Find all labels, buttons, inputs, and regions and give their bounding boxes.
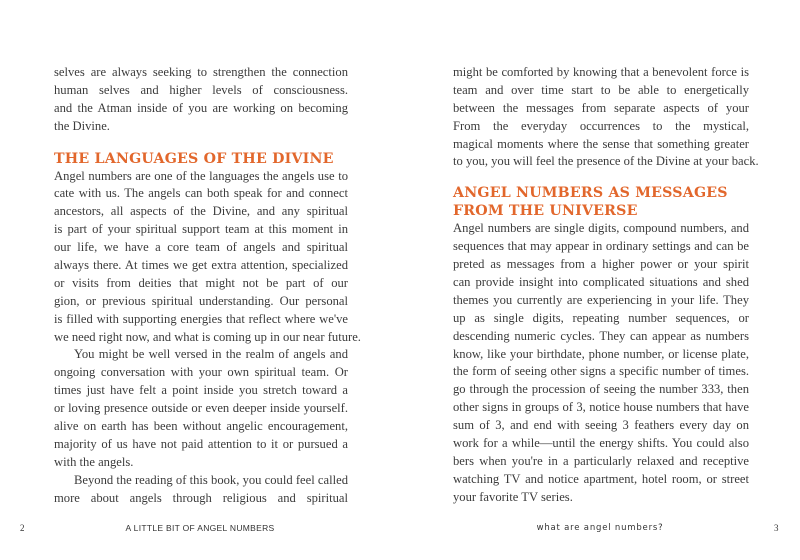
left-page-text	[54, 64, 361, 507]
right-running-head: what are angel numbers?	[536, 523, 664, 533]
text-line: selves are always seeking to strengthen the connection	[54, 65, 348, 79]
right-page-text	[453, 64, 759, 507]
text-line: or loving presence outside or even deeper inside yourself.	[54, 401, 348, 416]
right-page-number: 3	[774, 523, 779, 533]
text-line: more about angels through religious and spiritual	[54, 490, 348, 505]
text-line: between the messages from separate aspects of your	[453, 100, 749, 115]
text-line: go through the procession of seeing the number 333, then	[453, 382, 749, 397]
text-line: Angel numbers are single digits, compound numbers, and	[453, 221, 749, 236]
section-heading: FROM THE UNIVERSE	[453, 203, 638, 220]
text-line: descending numeric cycles. They can appear as numbers	[453, 328, 749, 343]
text-line: human selves and higher levels of consciousness.	[54, 82, 348, 97]
text-line: You might be well versed in the realm of angels and	[74, 347, 348, 362]
section-heading: THE LANGUAGES OF THE DIVINE	[54, 150, 334, 167]
text-line: From the everyday occurrences to the mystical,	[453, 118, 749, 133]
text-line: know, like your birthdate, phone number, or license plate,	[453, 346, 749, 361]
text-line: sequences that may appear in ordinary settings and can be	[453, 239, 749, 254]
left-page-number: 2	[20, 523, 25, 533]
text-line: cate with us. The angels can both speak for and connect	[54, 186, 348, 201]
text-line: with the angels.	[54, 454, 134, 469]
text-line: Beyond the reading of this book, you could feel called	[74, 472, 348, 487]
text-line: gion, or previous spiritual understanding. Our personal	[54, 293, 348, 308]
text-line: always there. At times we get extra attention, specialized	[54, 258, 348, 273]
text-line: we need right now, and what is coming up in our near future.	[54, 329, 361, 344]
text-line: other signs in groups of 3, notice house numbers that have	[453, 400, 749, 415]
text-line: sum of 3, and end with seeing 3 feathers every day on	[453, 418, 749, 433]
text-line: the form of seeing other signs a specific number of times.	[453, 364, 749, 379]
text-line: times just have felt a point inside you stretch toward a	[54, 383, 348, 398]
section-heading: ANGEL NUMBERS AS MESSAGES	[453, 185, 728, 202]
text-line: ongoing conversation with your own spiritual team. Or	[54, 365, 348, 380]
text-line: magical moments where the sense that something greater	[453, 136, 749, 151]
text-line: your favorite TV series.	[453, 489, 573, 504]
text-line: is filled with supporting energies that reflect where we've	[54, 311, 348, 326]
text-line: ancestors, all aspects of the Divine, and any spiritual	[54, 204, 348, 219]
text-line: to you, you will feel the presence of the Divine at your back.	[453, 154, 759, 169]
text-line: watching TV and notice apartment, hotel room, or street	[453, 471, 749, 486]
text-line: and the Atman inside of you are working on becoming	[54, 100, 348, 115]
text-line: work for a while—until the energy shifts. You could also	[453, 436, 749, 451]
text-line: preted as messages from a higher power or your spirit	[453, 257, 749, 272]
text-line: the Divine.	[54, 118, 110, 133]
text-line: up as single digits, repeating number sequences, or	[453, 310, 749, 325]
text-line: is part of your spiritual support team at this moment in	[54, 222, 348, 237]
left-running-head: A LITTLE BIT OF ANGEL NUMBERS	[125, 523, 275, 533]
text-line: themes you currently are experiencing in your life. They	[453, 292, 749, 307]
text-line: majority of us have not paid attention to it or pursued a	[54, 436, 348, 451]
text-line: team and over time start to be able to energetically	[453, 82, 749, 97]
text-line: or visits from deities that might not be part of our	[54, 275, 348, 290]
text-line: might be comforted by knowing that a benevolent force is	[453, 65, 749, 79]
text-line: alive on earth has been without angelic encouragement,	[54, 419, 348, 434]
text-line: can provide insight into complicated situations and shed	[453, 275, 749, 290]
text-line: bers when you're in a particularly relaxed and receptive	[453, 453, 749, 468]
text-line: our life, we have a core team of angels and spiritual	[54, 240, 348, 255]
text-line: Angel numbers are one of the languages the angels use to	[54, 168, 348, 183]
